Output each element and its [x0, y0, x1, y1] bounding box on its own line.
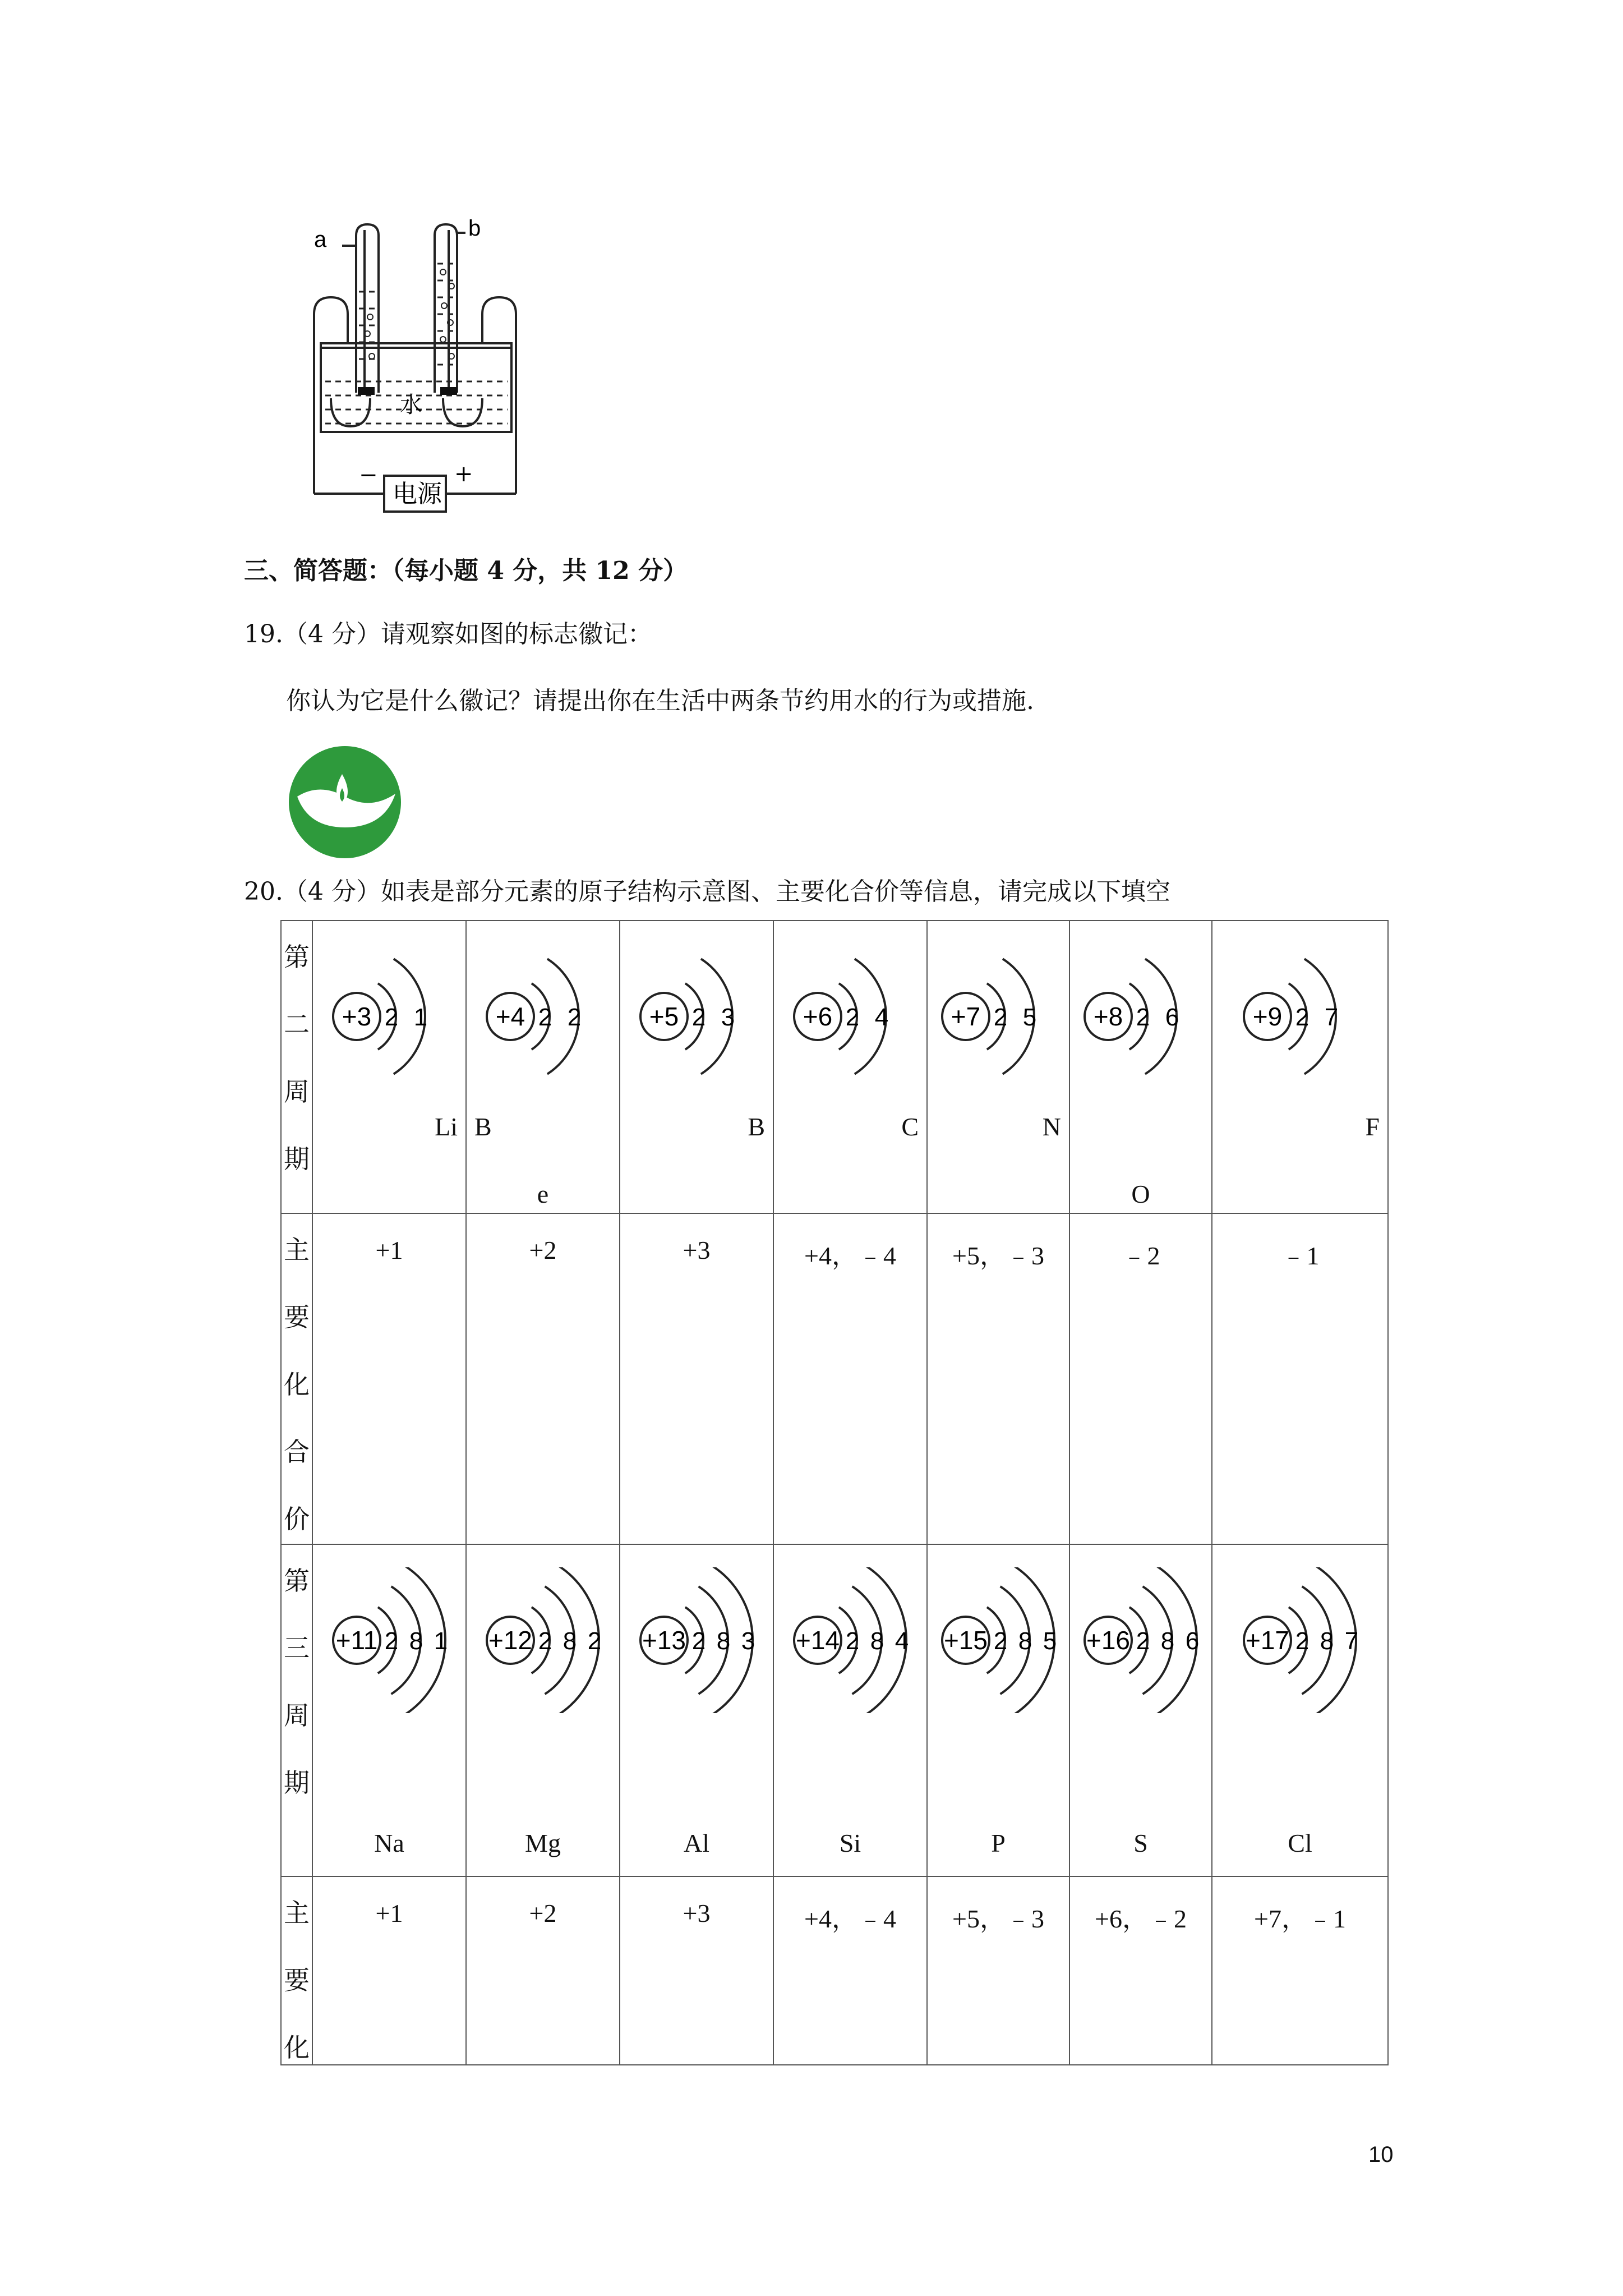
header-char: 主	[284, 1899, 310, 1927]
valence-value: +2	[529, 1899, 557, 1927]
atom-structure-diagram	[783, 1567, 917, 1713]
valence-value: ﹣2	[1121, 1241, 1160, 1270]
element-symbol: F	[1365, 1112, 1380, 1141]
header-char: 化	[284, 1370, 310, 1399]
period2-row	[281, 921, 1388, 1213]
nucleus-charge: +8	[1093, 1002, 1123, 1031]
element-symbol: Li	[435, 1112, 458, 1141]
header-char: 价	[284, 1505, 310, 1534]
positive-terminal-label: +	[454, 461, 473, 487]
element-symbol: Al	[684, 1829, 709, 1857]
period3-row	[281, 1544, 1388, 1876]
element-symbol: Cl	[1288, 1829, 1312, 1857]
shell-electron-count: 2	[1295, 1004, 1310, 1031]
atom-mg-cell	[467, 1567, 619, 1898]
atom-f-cell	[1212, 944, 1387, 1235]
water-saving-emblem-icon	[286, 743, 404, 861]
shell-electron-count: 2	[691, 1627, 706, 1655]
shell-electron-count: 6	[1165, 1004, 1179, 1031]
atom-structure-diagram	[1233, 944, 1367, 1089]
period2-valence-row	[281, 1213, 1388, 1544]
atom-structure-diagram	[476, 1567, 610, 1713]
period3-valence-row	[281, 1876, 1388, 2065]
valence-value: +6，﹣2	[1095, 1904, 1187, 1933]
nucleus-charge: +7	[951, 1002, 981, 1031]
shell-electron-count: 3	[741, 1627, 755, 1655]
nucleus-charge: +5	[649, 1002, 679, 1031]
shell-electron-count: 4	[895, 1627, 909, 1655]
atom-b-cell	[620, 944, 773, 1235]
section-title: 三、简答题：（每小题 4 分，共 12 分）	[244, 556, 688, 585]
shell-electron-count: 8	[562, 1627, 577, 1655]
shell-electron-count: 2	[384, 1004, 399, 1031]
period3-header-cell	[281, 1544, 312, 1876]
shell-electron-count: 2	[587, 1627, 602, 1655]
negative-terminal-label: −	[359, 462, 378, 488]
atom-structure-diagram	[322, 944, 457, 1089]
valence-value: +1	[375, 1236, 403, 1264]
shell-electron-count: 2	[1136, 1627, 1150, 1655]
shell-electron-count: 1	[413, 1004, 428, 1031]
power-supply-label: 电源	[393, 480, 442, 508]
valence-value: +3	[683, 1236, 711, 1264]
atom-si-cell	[774, 1567, 926, 1898]
nucleus-charge: +16	[1086, 1626, 1131, 1655]
water-saving-emblem-graphic	[286, 743, 404, 861]
header-char: 要	[284, 1966, 310, 1995]
atom-structure-diagram	[476, 944, 610, 1089]
shell-electron-count: 8	[716, 1627, 731, 1655]
header-char: 化	[284, 2033, 310, 2062]
shell-electron-count: 4	[874, 1004, 889, 1031]
valence-value: +7，﹣1	[1254, 1904, 1346, 1933]
atom-p-cell	[928, 1567, 1069, 1898]
element-symbol: O	[1131, 1180, 1150, 1208]
shell-electron-count: 2	[993, 1627, 1008, 1655]
shell-electron-count: 7	[1324, 1004, 1339, 1031]
element-symbol: N	[1042, 1112, 1061, 1141]
header-char: 期	[284, 1145, 310, 1174]
shell-electron-count: 2	[845, 1004, 860, 1031]
element-symbol: S	[1133, 1829, 1148, 1857]
nucleus-charge: +11	[335, 1626, 378, 1655]
element-symbol: P	[991, 1829, 1006, 1857]
atom-n-cell	[928, 944, 1069, 1235]
atom-c-cell	[774, 944, 926, 1235]
header-char: 期	[284, 1769, 310, 1797]
header-char: 三	[284, 1634, 310, 1663]
atom-structure-diagram	[1073, 944, 1208, 1089]
shell-electron-count: 1	[434, 1627, 448, 1655]
electrolysis-apparatus-figure	[280, 213, 550, 527]
atom-structure-diagram	[931, 944, 1066, 1089]
water-label: 水	[400, 392, 422, 418]
q20-stem: 20.（4 分）如表是部分元素的原子结构示意图、主要化合价等信息，请完成以下填空	[244, 877, 1170, 906]
valence-header-cell	[281, 1213, 312, 1544]
shell-electron-count: 8	[1018, 1627, 1032, 1655]
shell-electron-count: 2	[538, 1004, 552, 1031]
element-symbol-continuation: e	[537, 1180, 549, 1208]
nucleus-charge: +4	[495, 1002, 525, 1031]
nucleus-charge: +12	[488, 1626, 533, 1655]
header-char: 第	[284, 943, 310, 972]
valence-value: +4，﹣4	[804, 1241, 896, 1270]
atom-s-cell	[1070, 1567, 1211, 1898]
shell-electron-count: 2	[1136, 1004, 1150, 1031]
nucleus-charge: +14	[795, 1626, 840, 1655]
shell-electron-count: 6	[1185, 1627, 1200, 1655]
atom-al-cell	[620, 1567, 773, 1898]
atom-o-cell	[1070, 944, 1211, 1235]
atom-structure-diagram	[931, 1567, 1066, 1713]
shell-electron-count: 7	[1344, 1627, 1359, 1655]
header-char: 周	[284, 1701, 310, 1730]
page-number: 10	[1368, 2142, 1394, 2167]
shell-electron-count: 5	[1022, 1004, 1037, 1031]
period2-header-cell	[281, 921, 312, 1213]
header-char: 二	[284, 1010, 310, 1039]
shell-electron-count: 2	[1295, 1627, 1310, 1655]
atom-structure-diagram	[1233, 1567, 1367, 1713]
electrolysis-diagram	[280, 213, 550, 527]
nucleus-charge: +6	[803, 1002, 833, 1031]
shell-electron-count: 2	[993, 1004, 1008, 1031]
tube-b-label: b	[468, 216, 481, 241]
valence-value: ﹣1	[1280, 1241, 1320, 1270]
nucleus-charge: +13	[642, 1626, 686, 1655]
shell-electron-count: 8	[409, 1627, 423, 1655]
element-symbol: Na	[374, 1829, 404, 1857]
valence-value: +4，﹣4	[804, 1904, 896, 1933]
element-symbol: B	[474, 1112, 492, 1141]
element-info-table	[280, 920, 1389, 2065]
header-char: 周	[284, 1078, 310, 1106]
atom-structure-diagram	[629, 944, 764, 1089]
atom-structure-diagram	[1073, 1567, 1208, 1713]
element-symbol: Mg	[525, 1829, 561, 1857]
header-char: 合	[284, 1438, 310, 1466]
shell-electron-count: 8	[1160, 1627, 1175, 1655]
atom-structure-diagram	[629, 1567, 764, 1713]
atom-cl-cell	[1212, 1567, 1387, 1898]
shell-electron-count: 2	[567, 1004, 582, 1031]
shell-electron-count: 2	[691, 1004, 706, 1031]
valence-value: +1	[375, 1899, 403, 1927]
tube-a-label: a	[314, 227, 327, 252]
valence-header-cell-short	[281, 1876, 312, 2065]
nucleus-charge: +3	[342, 1002, 372, 1031]
shell-electron-count: 2	[538, 1627, 552, 1655]
element-symbol: B	[748, 1112, 765, 1141]
shell-electron-count: 5	[1043, 1627, 1057, 1655]
q19-question: 你认为它是什么徽记？请提出你在生活中两条节约用水的行为或措施.	[286, 687, 1034, 715]
valence-value: +3	[683, 1899, 711, 1927]
nucleus-charge: +17	[1245, 1626, 1290, 1655]
atom-li-cell	[313, 944, 465, 1235]
atom-structure-diagram	[322, 1567, 457, 1713]
atom-na-cell	[313, 1567, 465, 1898]
valence-value: +5，﹣3	[952, 1241, 1044, 1270]
nucleus-charge: +9	[1252, 1002, 1283, 1031]
shell-electron-count: 2	[384, 1627, 399, 1655]
q19-stem: 19.（4 分）请观察如图的标志徽记：	[244, 620, 652, 648]
header-char: 主	[284, 1236, 310, 1264]
shell-electron-count: 3	[721, 1004, 735, 1031]
element-symbol: C	[901, 1112, 919, 1141]
header-char: 要	[284, 1303, 310, 1332]
shell-electron-count: 2	[845, 1627, 860, 1655]
valence-value: +5，﹣3	[952, 1904, 1044, 1933]
shell-electron-count: 8	[870, 1627, 884, 1655]
atom-structure-diagram	[783, 944, 917, 1089]
atom-be-cell	[467, 944, 619, 1235]
nucleus-charge: +15	[943, 1626, 988, 1655]
shell-electron-count: 8	[1320, 1627, 1334, 1655]
element-symbol: Si	[839, 1829, 861, 1857]
header-char: 第	[284, 1567, 310, 1595]
valence-value: +2	[529, 1236, 557, 1264]
